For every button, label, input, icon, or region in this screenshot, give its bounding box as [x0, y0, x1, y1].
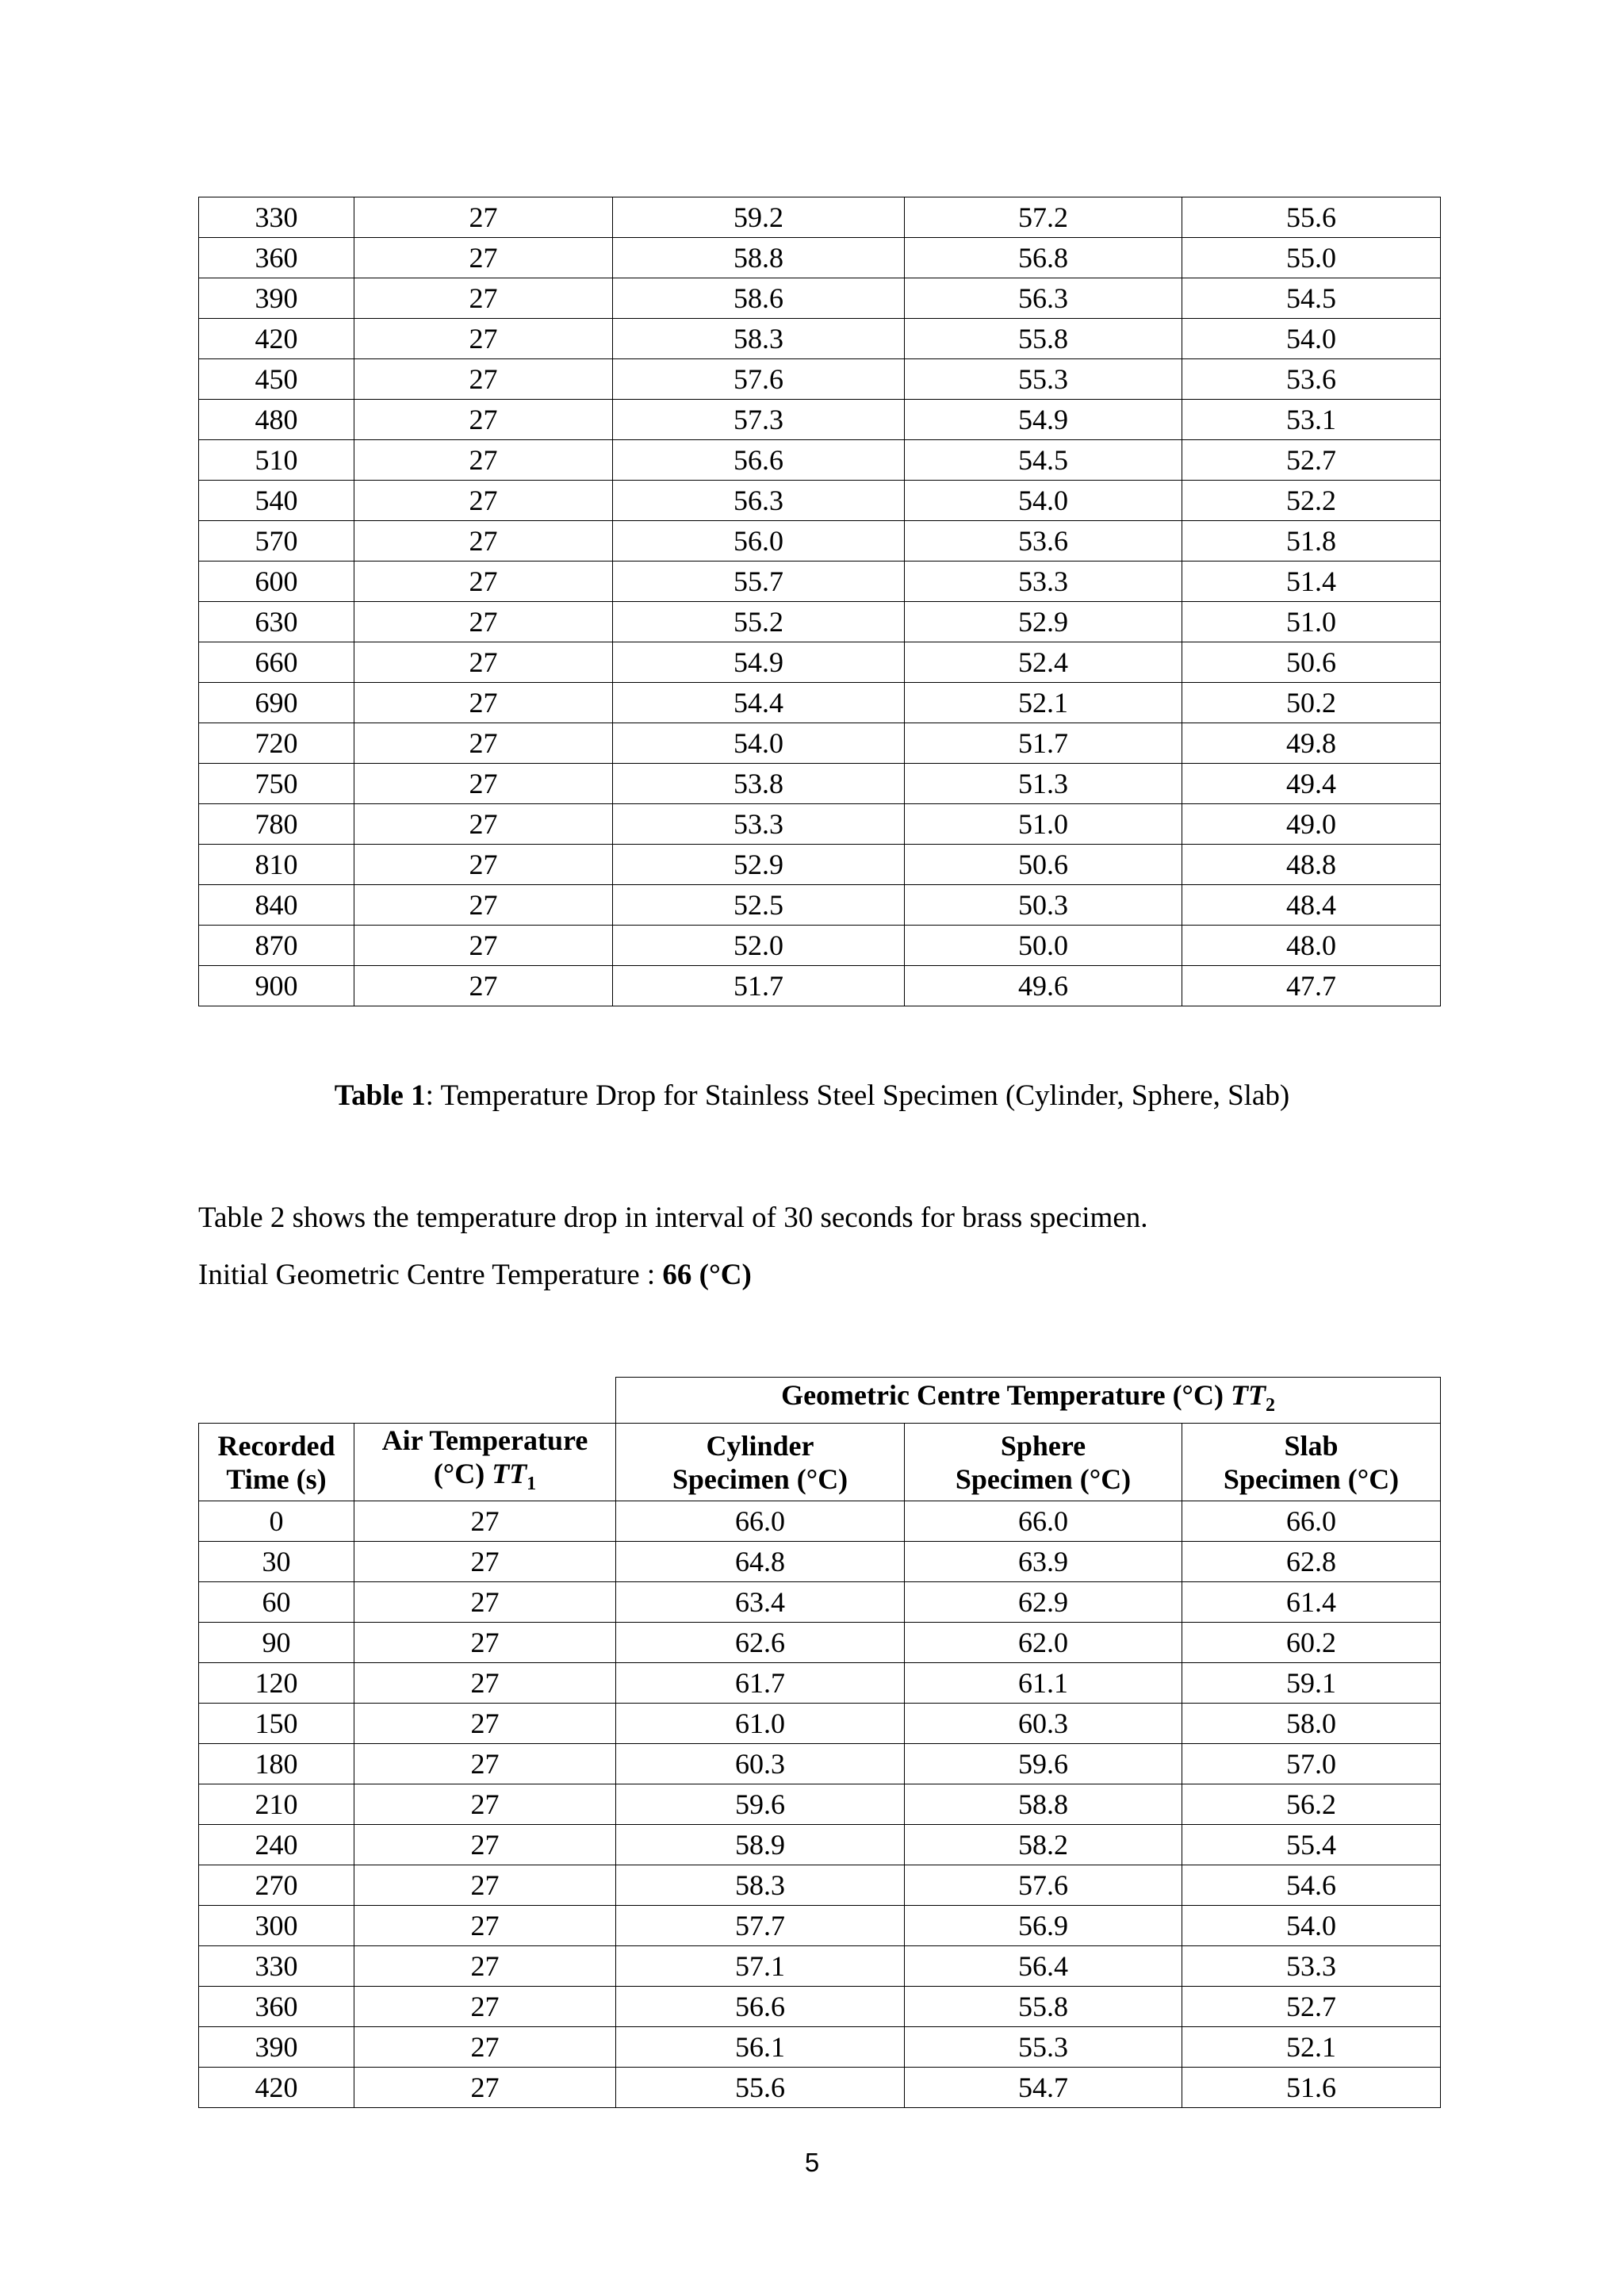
slab-cell: 50.2: [1182, 683, 1441, 723]
air-temp-cell: 27: [354, 1865, 616, 1906]
cylinder-cell: 56.1: [616, 2027, 905, 2068]
time-cell: 840: [199, 885, 354, 926]
brass-intro-paragraph: Table 2 shows the temperature drop in interval of 30 seconds for brass specimen.: [198, 1202, 1148, 1234]
brass-table-column-row: [199, 1424, 1441, 1501]
slab-cell: 57.0: [1182, 1744, 1441, 1784]
tt2-subscript: 2: [1265, 1395, 1275, 1416]
time-cell: 510: [199, 440, 354, 481]
time-cell: 420: [199, 319, 354, 359]
slab-cell: 50.6: [1182, 642, 1441, 683]
cylinder-cell: 57.6: [613, 359, 905, 400]
geometric-centre-header: [616, 1378, 1441, 1424]
time-cell: 450: [199, 359, 354, 400]
cylinder-cell: 53.3: [613, 804, 905, 845]
table-row: [199, 845, 1441, 885]
slab-cell: 51.8: [1182, 521, 1441, 562]
sphere-cell: 63.9: [905, 1542, 1182, 1582]
air-temp-cell: 27: [354, 1744, 616, 1784]
table-row: [199, 1663, 1441, 1704]
air-temp-cell: 27: [354, 602, 613, 642]
sphere-cell: 55.3: [905, 359, 1182, 400]
slab-cell: 60.2: [1182, 1623, 1441, 1663]
tt1-symbol: [492, 1458, 537, 1495]
slab-cell: 58.0: [1182, 1704, 1441, 1744]
table1-caption-label: Table 1: [334, 1079, 426, 1112]
sphere-cell: 59.6: [905, 1744, 1182, 1784]
air-temp-cell: 27: [354, 2068, 616, 2108]
cylinder-cell: 56.3: [613, 481, 905, 521]
cylinder-cell: 56.6: [613, 440, 905, 481]
cylinder-cell: 58.3: [616, 1865, 905, 1906]
cylinder-cell: 54.9: [613, 642, 905, 683]
sphere-cell: 53.6: [905, 521, 1182, 562]
sphere-cell: 54.0: [905, 481, 1182, 521]
table-row: [199, 804, 1441, 845]
cylinder-cell: 56.0: [613, 521, 905, 562]
slab-cell: 55.0: [1182, 238, 1441, 278]
cylinder-cell: 55.2: [613, 602, 905, 642]
time-cell: 0: [199, 1501, 354, 1542]
sphere-cell: 60.3: [905, 1704, 1182, 1744]
air-temp-cell: 27: [354, 966, 613, 1006]
air-temp-cell: 27: [354, 1704, 616, 1744]
sphere-cell: 55.8: [905, 1987, 1182, 2027]
time-cell: 180: [199, 1744, 354, 1784]
cylinder-cell: 61.0: [616, 1704, 905, 1744]
air-temp-cell: 27: [354, 481, 613, 521]
time-cell: 120: [199, 1663, 354, 1704]
table-row: [199, 440, 1441, 481]
col-header-slab: [1182, 1424, 1441, 1501]
slab-cell: 48.4: [1182, 885, 1441, 926]
sphere-cell: 54.7: [905, 2068, 1182, 2108]
tt2-symbol-text: TT: [1230, 1379, 1266, 1411]
sphere-cell: 58.2: [905, 1825, 1182, 1865]
slab-cell: 52.7: [1182, 1987, 1441, 2027]
sphere-cell: 50.0: [905, 926, 1182, 966]
table1-caption: [0, 1079, 1624, 1113]
slab-cell: 51.4: [1182, 562, 1441, 602]
air-temp-cell: 27: [354, 278, 613, 319]
brass-table-body: [199, 1501, 1441, 2108]
air-temp-cell: 27: [354, 642, 613, 683]
slab-cell: 53.6: [1182, 359, 1441, 400]
cylinder-cell: 57.3: [613, 400, 905, 440]
cylinder-cell: 51.7: [613, 966, 905, 1006]
table-row: [199, 1825, 1441, 1865]
time-cell: 570: [199, 521, 354, 562]
header-blank-cell: [354, 1378, 616, 1424]
table-row: [199, 1946, 1441, 1987]
time-cell: 540: [199, 481, 354, 521]
slab-cell: 56.2: [1182, 1784, 1441, 1825]
cylinder-cell: 56.6: [616, 1987, 905, 2027]
sphere-cell: 50.3: [905, 885, 1182, 926]
slab-cell: 61.4: [1182, 1582, 1441, 1623]
cylinder-cell: 57.1: [616, 1946, 905, 1987]
brass-table-group-row: [199, 1378, 1441, 1424]
time-cell: 720: [199, 723, 354, 764]
col-header-time-line1: Recorded: [217, 1429, 335, 1462]
slab-cell: 49.0: [1182, 804, 1441, 845]
time-cell: 480: [199, 400, 354, 440]
table-row: [199, 197, 1441, 238]
slab-cell: 62.8: [1182, 1542, 1441, 1582]
air-temp-cell: 27: [354, 359, 613, 400]
sphere-cell: 51.7: [905, 723, 1182, 764]
air-temp-cell: 27: [354, 562, 613, 602]
air-temp-cell: 27: [354, 197, 613, 238]
table-row: [199, 642, 1441, 683]
time-cell: 810: [199, 845, 354, 885]
page-number: 5: [804, 2148, 820, 2177]
table-row: [199, 926, 1441, 966]
air-temp-cell: 27: [354, 764, 613, 804]
air-temp-cell: 27: [354, 1825, 616, 1865]
col-header-cylinder: [616, 1424, 905, 1501]
table-row: [199, 562, 1441, 602]
sphere-cell: 52.1: [905, 683, 1182, 723]
air-temp-cell: 27: [354, 1542, 616, 1582]
slab-cell: 48.0: [1182, 926, 1441, 966]
slab-cell: 51.6: [1182, 2068, 1441, 2108]
col-header-time: [199, 1424, 354, 1501]
time-cell: 870: [199, 926, 354, 966]
slab-cell: 51.0: [1182, 602, 1441, 642]
air-temp-cell: 27: [354, 1784, 616, 1825]
tt2-symbol: [1230, 1379, 1275, 1416]
slab-cell: 52.7: [1182, 440, 1441, 481]
table-row: [199, 1582, 1441, 1623]
table-row: [199, 481, 1441, 521]
air-temp-cell: 27: [354, 804, 613, 845]
table-row: [199, 278, 1441, 319]
slab-cell: 55.4: [1182, 1825, 1441, 1865]
cylinder-cell: 58.9: [616, 1825, 905, 1865]
cylinder-cell: 53.8: [613, 764, 905, 804]
table-row: [199, 764, 1441, 804]
brass-table: [198, 1377, 1441, 2108]
slab-cell: 54.0: [1182, 319, 1441, 359]
table-row: [199, 602, 1441, 642]
cylinder-cell: 55.7: [613, 562, 905, 602]
table-row: [199, 1865, 1441, 1906]
cylinder-cell: 52.9: [613, 845, 905, 885]
cylinder-cell: 54.4: [613, 683, 905, 723]
sphere-cell: 56.3: [905, 278, 1182, 319]
col-header-slab-line2: Specimen (°C): [1223, 1462, 1400, 1495]
cylinder-cell: 58.3: [613, 319, 905, 359]
slab-cell: 54.0: [1182, 1906, 1441, 1946]
time-cell: 360: [199, 1987, 354, 2027]
slab-cell: 52.1: [1182, 2027, 1441, 2068]
col-header-air: [354, 1424, 616, 1501]
time-cell: 600: [199, 562, 354, 602]
cylinder-cell: 63.4: [616, 1582, 905, 1623]
cylinder-cell: 59.2: [613, 197, 905, 238]
time-cell: 900: [199, 966, 354, 1006]
table-row: [199, 1987, 1441, 2027]
cylinder-cell: 57.7: [616, 1906, 905, 1946]
cylinder-cell: 62.6: [616, 1623, 905, 1663]
time-cell: 270: [199, 1865, 354, 1906]
time-cell: 660: [199, 642, 354, 683]
cylinder-cell: 55.6: [616, 2068, 905, 2108]
time-cell: 690: [199, 683, 354, 723]
sphere-cell: 58.8: [905, 1784, 1182, 1825]
tt1-subscript: 1: [527, 1474, 537, 1495]
air-temp-cell: 27: [354, 1946, 616, 1987]
sphere-cell: 55.3: [905, 2027, 1182, 2068]
sphere-cell: 50.6: [905, 845, 1182, 885]
sphere-cell: 52.4: [905, 642, 1182, 683]
slab-cell: 49.8: [1182, 723, 1441, 764]
col-header-cylinder-line2: Specimen (°C): [672, 1462, 848, 1495]
table-row: [199, 1623, 1441, 1663]
time-cell: 240: [199, 1825, 354, 1865]
time-cell: 90: [199, 1623, 354, 1663]
time-cell: 210: [199, 1784, 354, 1825]
time-cell: 60: [199, 1582, 354, 1623]
time-cell: 390: [199, 2027, 354, 2068]
table-row: [199, 1704, 1441, 1744]
initial-temperature-line: [198, 1258, 752, 1292]
slab-cell: 66.0: [1182, 1501, 1441, 1542]
cylinder-cell: 61.7: [616, 1663, 905, 1704]
sphere-cell: 51.0: [905, 804, 1182, 845]
air-temp-cell: 27: [354, 926, 613, 966]
air-temp-cell: 27: [354, 1501, 616, 1542]
col-header-sphere-line1: Sphere: [1000, 1429, 1086, 1462]
slab-cell: 48.8: [1182, 845, 1441, 885]
slab-cell: 52.2: [1182, 481, 1441, 521]
geometric-centre-header-text: Geometric Centre Temperature (°C): [781, 1379, 1231, 1411]
cylinder-cell: 59.6: [616, 1784, 905, 1825]
air-temp-cell: 27: [354, 683, 613, 723]
slab-cell: 54.5: [1182, 278, 1441, 319]
cylinder-cell: 52.5: [613, 885, 905, 926]
sphere-cell: 56.9: [905, 1906, 1182, 1946]
sphere-cell: 49.6: [905, 966, 1182, 1006]
sphere-cell: 61.1: [905, 1663, 1182, 1704]
col-header-sphere: [905, 1424, 1182, 1501]
time-cell: 780: [199, 804, 354, 845]
time-cell: 300: [199, 1906, 354, 1946]
table-row: [199, 319, 1441, 359]
col-header-time-line2: Time (s): [226, 1462, 327, 1495]
table-row: [199, 1501, 1441, 1542]
cylinder-cell: 58.6: [613, 278, 905, 319]
air-temp-cell: 27: [354, 238, 613, 278]
col-header-slab-line1: Slab: [1284, 1429, 1339, 1462]
table-row: [199, 1542, 1441, 1582]
air-temp-cell: 27: [354, 521, 613, 562]
cylinder-cell: 58.8: [613, 238, 905, 278]
table-row: [199, 400, 1441, 440]
sphere-cell: 53.3: [905, 562, 1182, 602]
cylinder-cell: 52.0: [613, 926, 905, 966]
air-temp-cell: 27: [354, 1906, 616, 1946]
air-temp-cell: 27: [354, 440, 613, 481]
time-cell: 330: [199, 197, 354, 238]
slab-cell: 55.6: [1182, 197, 1441, 238]
time-cell: 30: [199, 1542, 354, 1582]
col-header-sphere-line2: Specimen (°C): [955, 1462, 1132, 1495]
sphere-cell: 56.8: [905, 238, 1182, 278]
table-row: [199, 1744, 1441, 1784]
initial-temperature-label: Initial Geometric Centre Temperature :: [198, 1259, 663, 1291]
slab-cell: 54.6: [1182, 1865, 1441, 1906]
air-temp-cell: 27: [354, 400, 613, 440]
sphere-cell: 62.9: [905, 1582, 1182, 1623]
slab-cell: 53.3: [1182, 1946, 1441, 1987]
cylinder-cell: 64.8: [616, 1542, 905, 1582]
cylinder-cell: 60.3: [616, 1744, 905, 1784]
sphere-cell: 51.3: [905, 764, 1182, 804]
col-header-cylinder-line1: Cylinder: [706, 1429, 814, 1462]
col-header-air-line1: Air Temperature: [381, 1424, 588, 1457]
sphere-cell: 54.5: [905, 440, 1182, 481]
table-row: [199, 238, 1441, 278]
stainless-steel-table: [198, 197, 1441, 1006]
time-cell: 750: [199, 764, 354, 804]
air-temp-cell: 27: [354, 845, 613, 885]
table1-caption-text: : Temperature Drop for Stainless Steel Specimen (Cylinder, Sphere, Slab): [425, 1079, 1290, 1112]
table-row: [199, 2068, 1441, 2108]
slab-cell: 47.7: [1182, 966, 1441, 1006]
header-blank-cell: [199, 1378, 354, 1424]
table-row: [199, 1784, 1441, 1825]
sphere-cell: 62.0: [905, 1623, 1182, 1663]
time-cell: 150: [199, 1704, 354, 1744]
tt1-symbol-text: TT: [492, 1458, 527, 1490]
sphere-cell: 57.2: [905, 197, 1182, 238]
air-temp-cell: 27: [354, 1987, 616, 2027]
brass-table-header: [199, 1378, 1441, 1501]
air-temp-cell: 27: [354, 885, 613, 926]
table-row: [199, 521, 1441, 562]
initial-temperature-value: 66 (°C): [662, 1259, 752, 1291]
time-cell: 330: [199, 1946, 354, 1987]
sphere-cell: 52.9: [905, 602, 1182, 642]
time-cell: 420: [199, 2068, 354, 2108]
time-cell: 360: [199, 238, 354, 278]
sphere-cell: 57.6: [905, 1865, 1182, 1906]
stainless-steel-table-body: [199, 197, 1441, 1006]
slab-cell: 59.1: [1182, 1663, 1441, 1704]
sphere-cell: 55.8: [905, 319, 1182, 359]
sphere-cell: 56.4: [905, 1946, 1182, 1987]
time-cell: 390: [199, 278, 354, 319]
slab-cell: 53.1: [1182, 400, 1441, 440]
col-header-air-line2: (°C): [433, 1458, 492, 1490]
table-row: [199, 966, 1441, 1006]
time-cell: 630: [199, 602, 354, 642]
table-row: [199, 885, 1441, 926]
table-row: [199, 2027, 1441, 2068]
cylinder-cell: 54.0: [613, 723, 905, 764]
table-row: [199, 359, 1441, 400]
sphere-cell: 54.9: [905, 400, 1182, 440]
air-temp-cell: 27: [354, 1623, 616, 1663]
air-temp-cell: 27: [354, 2027, 616, 2068]
table-row: [199, 1906, 1441, 1946]
air-temp-cell: 27: [354, 1663, 616, 1704]
air-temp-cell: 27: [354, 723, 613, 764]
table-row: [199, 683, 1441, 723]
sphere-cell: 66.0: [905, 1501, 1182, 1542]
slab-cell: 49.4: [1182, 764, 1441, 804]
air-temp-cell: 27: [354, 1582, 616, 1623]
table-row: [199, 723, 1441, 764]
cylinder-cell: 66.0: [616, 1501, 905, 1542]
air-temp-cell: 27: [354, 319, 613, 359]
